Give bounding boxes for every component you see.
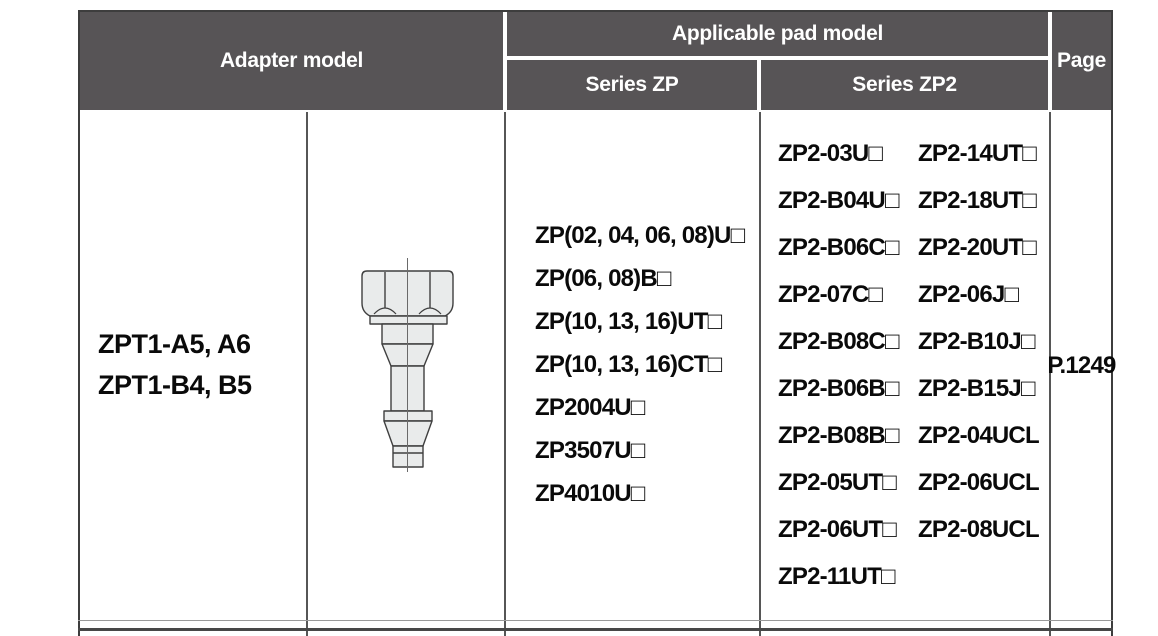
- column-divider: [504, 112, 506, 636]
- header-series-zp2: [761, 60, 1048, 110]
- header-applicable-pad-model: [507, 12, 1048, 56]
- pad-model-item: ZP2-20UT□: [918, 234, 1036, 261]
- column-divider: [759, 112, 761, 636]
- header-series-zp2-label: Series ZP2: [852, 73, 957, 96]
- header-adapter-model: [80, 12, 503, 110]
- header-page-label: Page: [1057, 49, 1106, 72]
- pad-model-item: ZP(10, 13, 16)CT□: [535, 351, 722, 378]
- pad-model-item: ZP2004U□: [535, 394, 645, 421]
- pad-model-item: ZP(10, 13, 16)UT□: [535, 308, 722, 335]
- adapter-model-line2: ZPT1-B4, B5: [98, 370, 252, 400]
- pad-model-item: ZP2-04UCL: [918, 422, 1039, 449]
- series-zp2-pad-list-col1: [778, 130, 918, 600]
- header-adapter-model-label: Adapter model: [219, 49, 364, 72]
- pad-model-item: ZP2-B08C□: [778, 328, 899, 355]
- adapter-model-cell: [98, 324, 252, 406]
- pad-model-item: ZP2-03U□: [778, 140, 883, 167]
- header-series-zp-label: Series ZP: [585, 73, 679, 96]
- header-applicable-pad-model-label: Applicable pad model: [671, 22, 884, 45]
- pad-model-item: ZP(02, 04, 06, 08)U□: [535, 222, 745, 249]
- pad-model-item: ZP2-18UT□: [918, 187, 1036, 214]
- pad-model-item: ZP2-11UT□: [778, 563, 895, 590]
- pad-model-item: ZP2-06UCL: [918, 469, 1039, 496]
- pad-model-item: ZP2-06J□: [918, 281, 1019, 308]
- page-reference-cell: [1047, 112, 1116, 620]
- pad-model-item: ZP4010U□: [535, 480, 645, 507]
- barb-fitting-adapter-drawing-icon: [346, 256, 471, 474]
- pad-model-item: ZP2-B06B□: [778, 375, 899, 402]
- pad-model-item: ZP2-B10J□: [918, 328, 1035, 355]
- pad-model-item: ZP2-14UT□: [918, 140, 1036, 167]
- series-zp-pad-list: [535, 214, 744, 515]
- next-row-top-border: [78, 628, 1113, 631]
- column-divider: [306, 112, 308, 636]
- pad-model-item: ZP2-06UT□: [778, 516, 896, 543]
- page-reference: P.1249: [1047, 352, 1116, 379]
- pad-model-item: ZP2-B06C□: [778, 234, 899, 261]
- pad-model-item: ZP2-B04U□: [778, 187, 899, 214]
- pad-model-item: ZP2-B08B□: [778, 422, 899, 449]
- pad-model-item: ZP2-05UT□: [778, 469, 896, 496]
- series-zp2-pad-lists: [778, 130, 1039, 600]
- row-divider: [78, 620, 1113, 621]
- pad-model-item: ZP(06, 08)B□: [535, 265, 671, 292]
- series-zp2-pad-list-col2: [918, 130, 1039, 600]
- header-series-zp: [507, 60, 757, 110]
- header-page: [1052, 12, 1111, 110]
- pad-model-item: ZP3507U□: [535, 437, 645, 464]
- pad-model-item: ZP2-B15J□: [918, 375, 1035, 402]
- adapter-model-line1: ZPT1-A5, A6: [98, 329, 251, 359]
- pad-model-item: ZP2-07C□: [778, 281, 883, 308]
- pad-model-item: ZP2-08UCL: [918, 516, 1039, 543]
